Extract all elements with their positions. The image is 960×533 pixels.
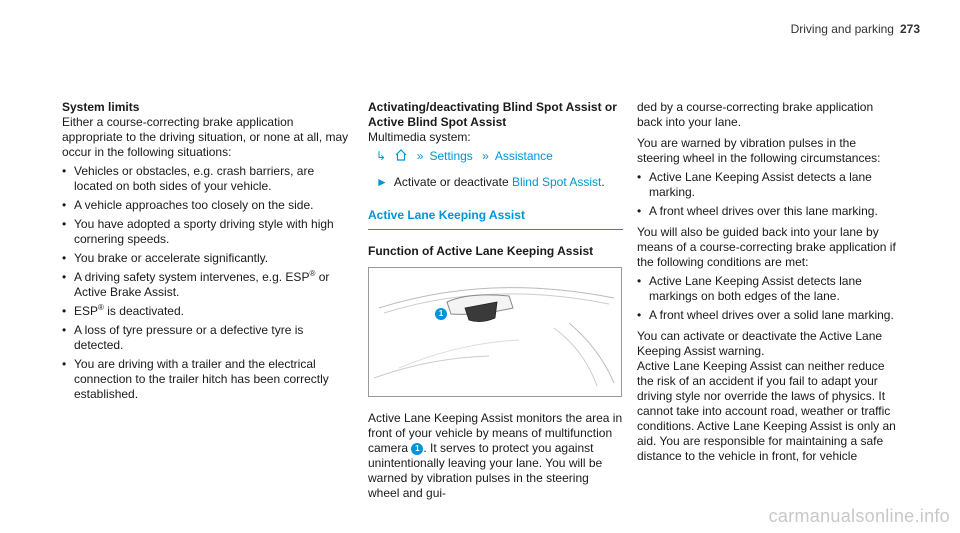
function-description xyxy=(368,411,623,501)
list-item-text: Active Lane Keeping Assist detects lane markings on both edges of the lane. xyxy=(649,274,862,303)
multimedia-label: Multimedia system: xyxy=(368,130,471,144)
bullet-icon: • xyxy=(62,323,67,337)
chevron-right-icon: » xyxy=(416,149,424,164)
blind-spot-heading: Activating/deactivating Blind Spot Assist or Active Blind Spot Assist xyxy=(368,100,617,129)
system-limits-list xyxy=(62,164,352,402)
bullet-icon: • xyxy=(62,270,67,284)
list-item xyxy=(62,357,352,402)
callout-marker-inline: 1 xyxy=(411,443,423,455)
list-item xyxy=(62,217,352,247)
column-lane-keeping xyxy=(637,100,899,464)
list-item xyxy=(62,270,352,300)
windscreen-drawing xyxy=(369,268,621,396)
paragraph: Active Lane Keeping Assist can neither reduce the risk of an accident if you fail to adapt your driving style nor override the laws of physics. It cannot take into account road, weather or traffic conditions. Active Lane Keeping Assist is only an aid. You are responsible for maintaining a safe distance to the vehicle in front, for vehicle xyxy=(637,359,896,463)
guidance-conditions-list xyxy=(637,274,899,323)
section-name: Driving and parking xyxy=(790,22,894,36)
list-item xyxy=(62,164,352,194)
list-item-text: A vehicle approaches too closely on the side. xyxy=(74,198,314,212)
list-item-text: A loss of tyre pressure or a defective tyre is detected. xyxy=(74,323,304,352)
column-system-limits xyxy=(62,100,352,402)
menu-path xyxy=(368,149,623,165)
bullet-icon: • xyxy=(62,357,67,371)
system-limits-intro: Either a course-correcting brake application appropriate to the driving situation, or none at all, may occur in the following situations: xyxy=(62,115,349,159)
registered-mark: ® xyxy=(309,269,316,278)
step-arrow-icon: ► xyxy=(376,175,388,189)
warning-conditions-list xyxy=(637,170,899,219)
bullet-icon: • xyxy=(637,308,642,322)
bullet-icon: • xyxy=(637,170,642,184)
bullet-icon: • xyxy=(637,204,642,218)
bullet-icon: • xyxy=(637,274,642,288)
settings-link[interactable]: Settings xyxy=(429,149,473,164)
blind-spot-assist-link[interactable]: Blind Spot Assist xyxy=(511,175,602,189)
registered-mark: ® xyxy=(98,303,104,312)
paragraph: You can activate or deactivate the Active Lane Keeping Assist warning. xyxy=(637,329,883,358)
column-blind-spot xyxy=(368,100,623,501)
instruction-text: Activate or deactivate xyxy=(393,175,509,189)
camera-illustration xyxy=(368,267,622,397)
paragraph: ded by a course-correcting brake application back into your lane. xyxy=(637,100,874,129)
list-item xyxy=(62,251,352,266)
list-item-text: A front wheel drives over this lane marking. xyxy=(649,204,878,218)
list-item xyxy=(637,204,899,219)
bullet-icon: • xyxy=(62,304,67,318)
description-text: Active Lane Keeping Assist monitors the area in front of your vehicle by means of multifunction camera xyxy=(368,411,623,455)
chevron-right-icon: » xyxy=(482,149,489,164)
list-item-text: or Active Brake Assist. xyxy=(74,270,330,299)
watermark: carmanualsonline.info xyxy=(768,506,950,526)
list-item xyxy=(62,198,352,213)
list-item xyxy=(62,304,352,319)
list-item xyxy=(637,274,899,304)
assistance-link[interactable]: Assistance xyxy=(494,149,553,164)
bullet-icon: • xyxy=(62,164,67,178)
list-item-text: A front wheel drives over a solid lane marking. xyxy=(649,308,894,322)
list-item-text: ESP xyxy=(74,304,99,318)
list-item-text: A driving safety system intervenes, e.g. ESP xyxy=(74,270,310,284)
list-item-text: is deactivated. xyxy=(107,304,184,318)
bullet-icon: • xyxy=(62,198,67,212)
description-text: . It serves to protect you against unintentionally leaving your lane. You will be warned by vibration pulses in the steering wheel and gui- xyxy=(368,441,603,500)
section-title: Active Lane Keeping Assist xyxy=(368,208,623,230)
return-arrow-icon: ↳ xyxy=(376,149,387,164)
page-number: 273 xyxy=(899,22,920,36)
list-item-text: Active Lane Keeping Assist detects a lane marking. xyxy=(649,170,872,199)
home-icon[interactable] xyxy=(395,149,407,165)
list-item xyxy=(637,170,899,200)
system-limits-heading: System limits xyxy=(62,100,140,114)
list-item-text: You are driving with a trailer and the electrical connection to the trailer hitch has been correctly established. xyxy=(74,357,329,401)
page-header xyxy=(791,22,920,36)
instruction-end: . xyxy=(601,175,605,189)
subsection-title: Function of Active Lane Keeping Assist xyxy=(368,244,594,258)
paragraph: You will also be guided back into your lane by means of a course-correcting brake application if the following conditions are met: xyxy=(637,225,896,269)
instruction xyxy=(368,175,623,190)
bullet-icon: • xyxy=(62,217,67,231)
bullet-icon: • xyxy=(62,251,67,265)
callout-marker: 1 xyxy=(435,308,447,320)
list-item-text: You brake or accelerate significantly. xyxy=(74,251,269,265)
list-item-text: Vehicles or obstacles, e.g. crash barriers, are located on both sides of your vehicle. xyxy=(74,164,315,193)
paragraph: You are warned by vibration pulses in the steering wheel in the following circumstances: xyxy=(637,136,881,165)
list-item xyxy=(62,323,352,353)
list-item xyxy=(637,308,899,323)
list-item-text: You have adopted a sporty driving style with high cornering speeds. xyxy=(74,217,334,246)
